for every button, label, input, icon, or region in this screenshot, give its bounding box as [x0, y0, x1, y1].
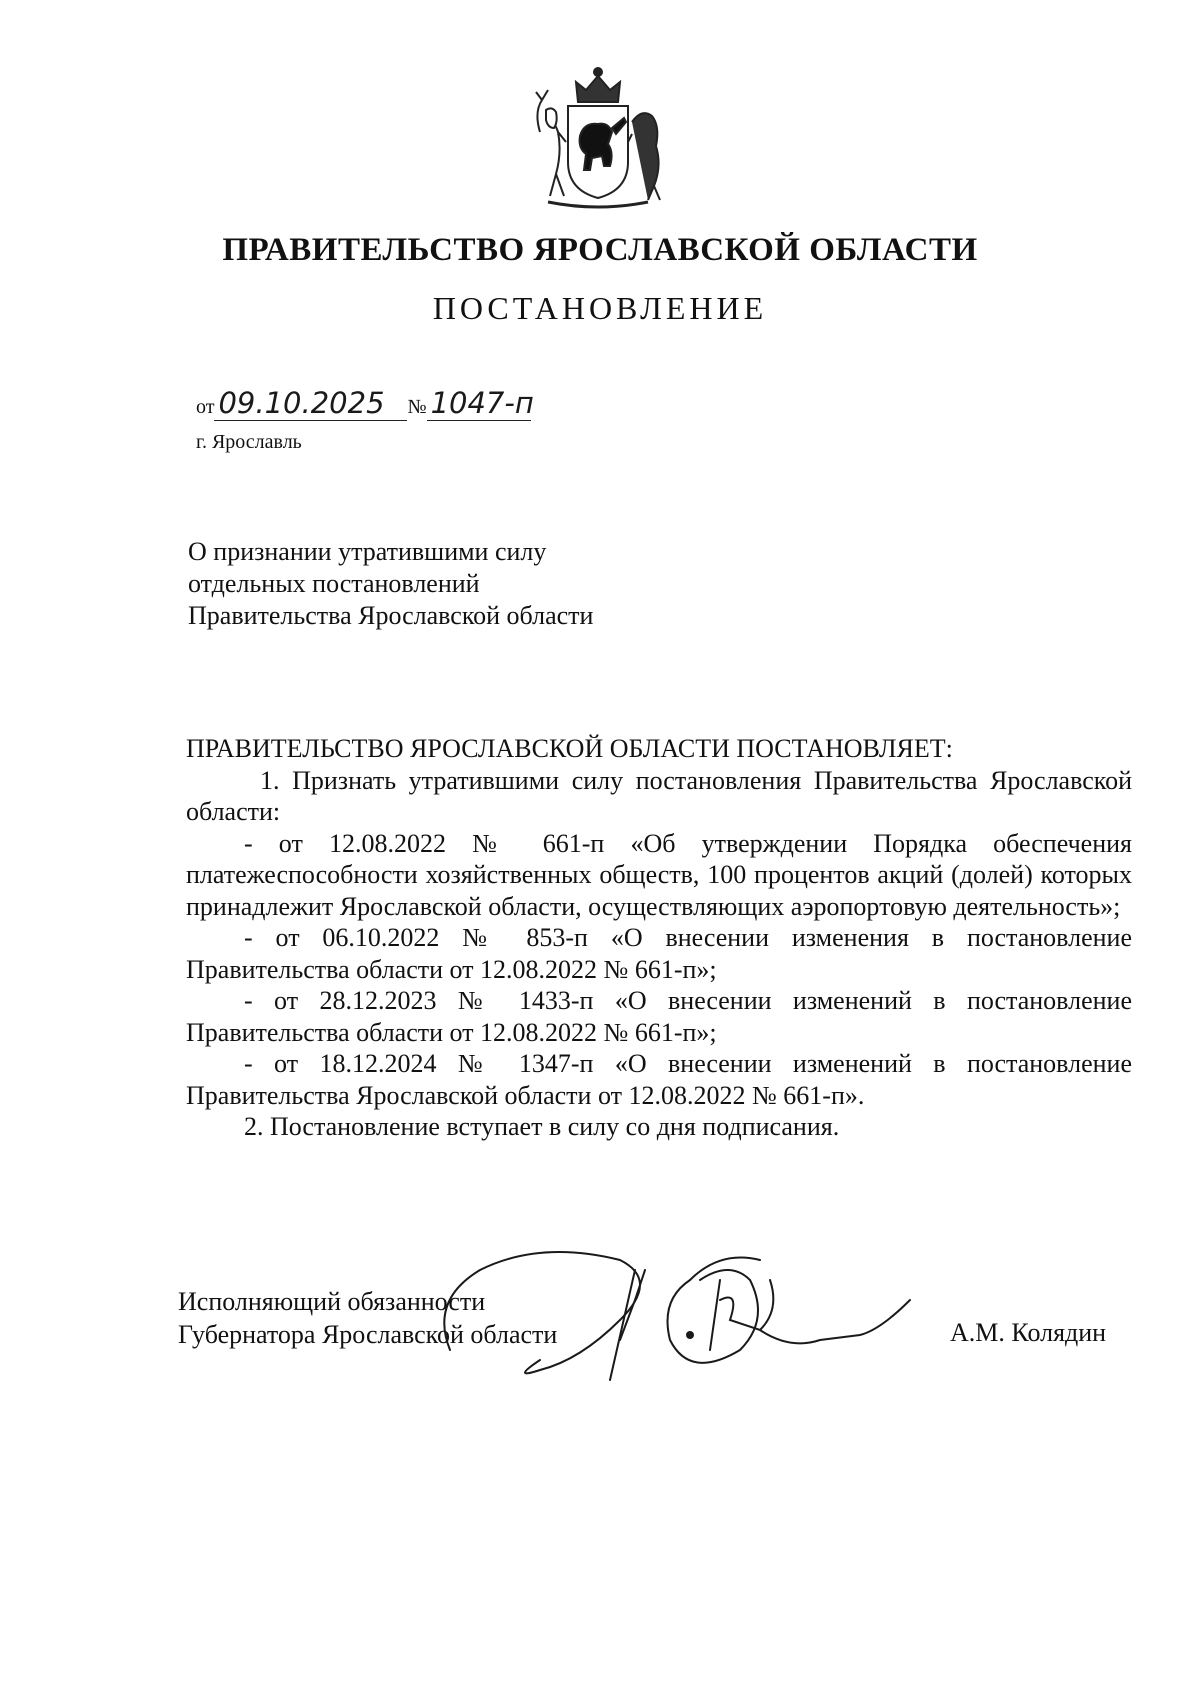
item-1: 1. Признать утратившими силу постановления Правительства Ярославской области:: [186, 765, 1132, 826]
handwritten-signature-icon: [420, 1240, 940, 1400]
subitem-4: - от 18.12.2024 № 1347-п «О внесении изменений в постановление Правительства Ярославской области от 12.08.2022 № 661-п».: [186, 1049, 1132, 1110]
document-subject: О признании утратившими силу отдельных постановлений Правительства Ярославской области: [188, 537, 594, 630]
position-line-2: Губернатора Ярославской области: [178, 1320, 558, 1349]
government-title: ПРАВИТЕЛЬСТВО ЯРОСЛАВСКОЙ ОБЛАСТИ: [222, 232, 978, 268]
subitem-3: - от 28.12.2023 № 1433-п «О внесении изменений в постановление Правительства области от 12.08.2022 № 661-п»;: [186, 986, 1132, 1047]
document-type: ПОСТАНОВЛЕНИЕ: [432, 290, 768, 326]
coat-of-arms-icon: [528, 62, 668, 210]
position-line-1: Исполняющий обязанности: [178, 1287, 486, 1316]
subitem-1: - от 12.08.2022 № 661-п «Об утверждении Порядка обеспечения платежеспособности хозяйственных обществ, 100 процентов акций (долей) которых принадлежит Ярославской области, осуществляющих аэропортовую деятельность»;: [186, 828, 1132, 921]
document-number: 1047-п: [427, 386, 531, 421]
decree-statement: ПРАВИТЕЛЬСТВО ЯРОСЛАВСКОЙ ОБЛАСТИ ПОСТАНОВЛЯЕТ:: [186, 734, 953, 763]
signatory-name: А.М. Колядин: [950, 1318, 1107, 1347]
date-prefix: от: [196, 396, 215, 418]
subitem-2: - от 06.10.2022 № 853-п «О внесении изменения в постановление Правительства области от 12.08.2022 № 661-п»;: [186, 923, 1132, 984]
number-sign: №: [407, 396, 427, 418]
city: г. Ярославль: [196, 431, 302, 453]
date-number-line: [196, 386, 534, 421]
document-date: 09.10.2025: [214, 386, 407, 421]
document-body: [186, 733, 1132, 1143]
item-2: 2. Постановление вступает в силу со дня подписания.: [244, 1112, 840, 1141]
